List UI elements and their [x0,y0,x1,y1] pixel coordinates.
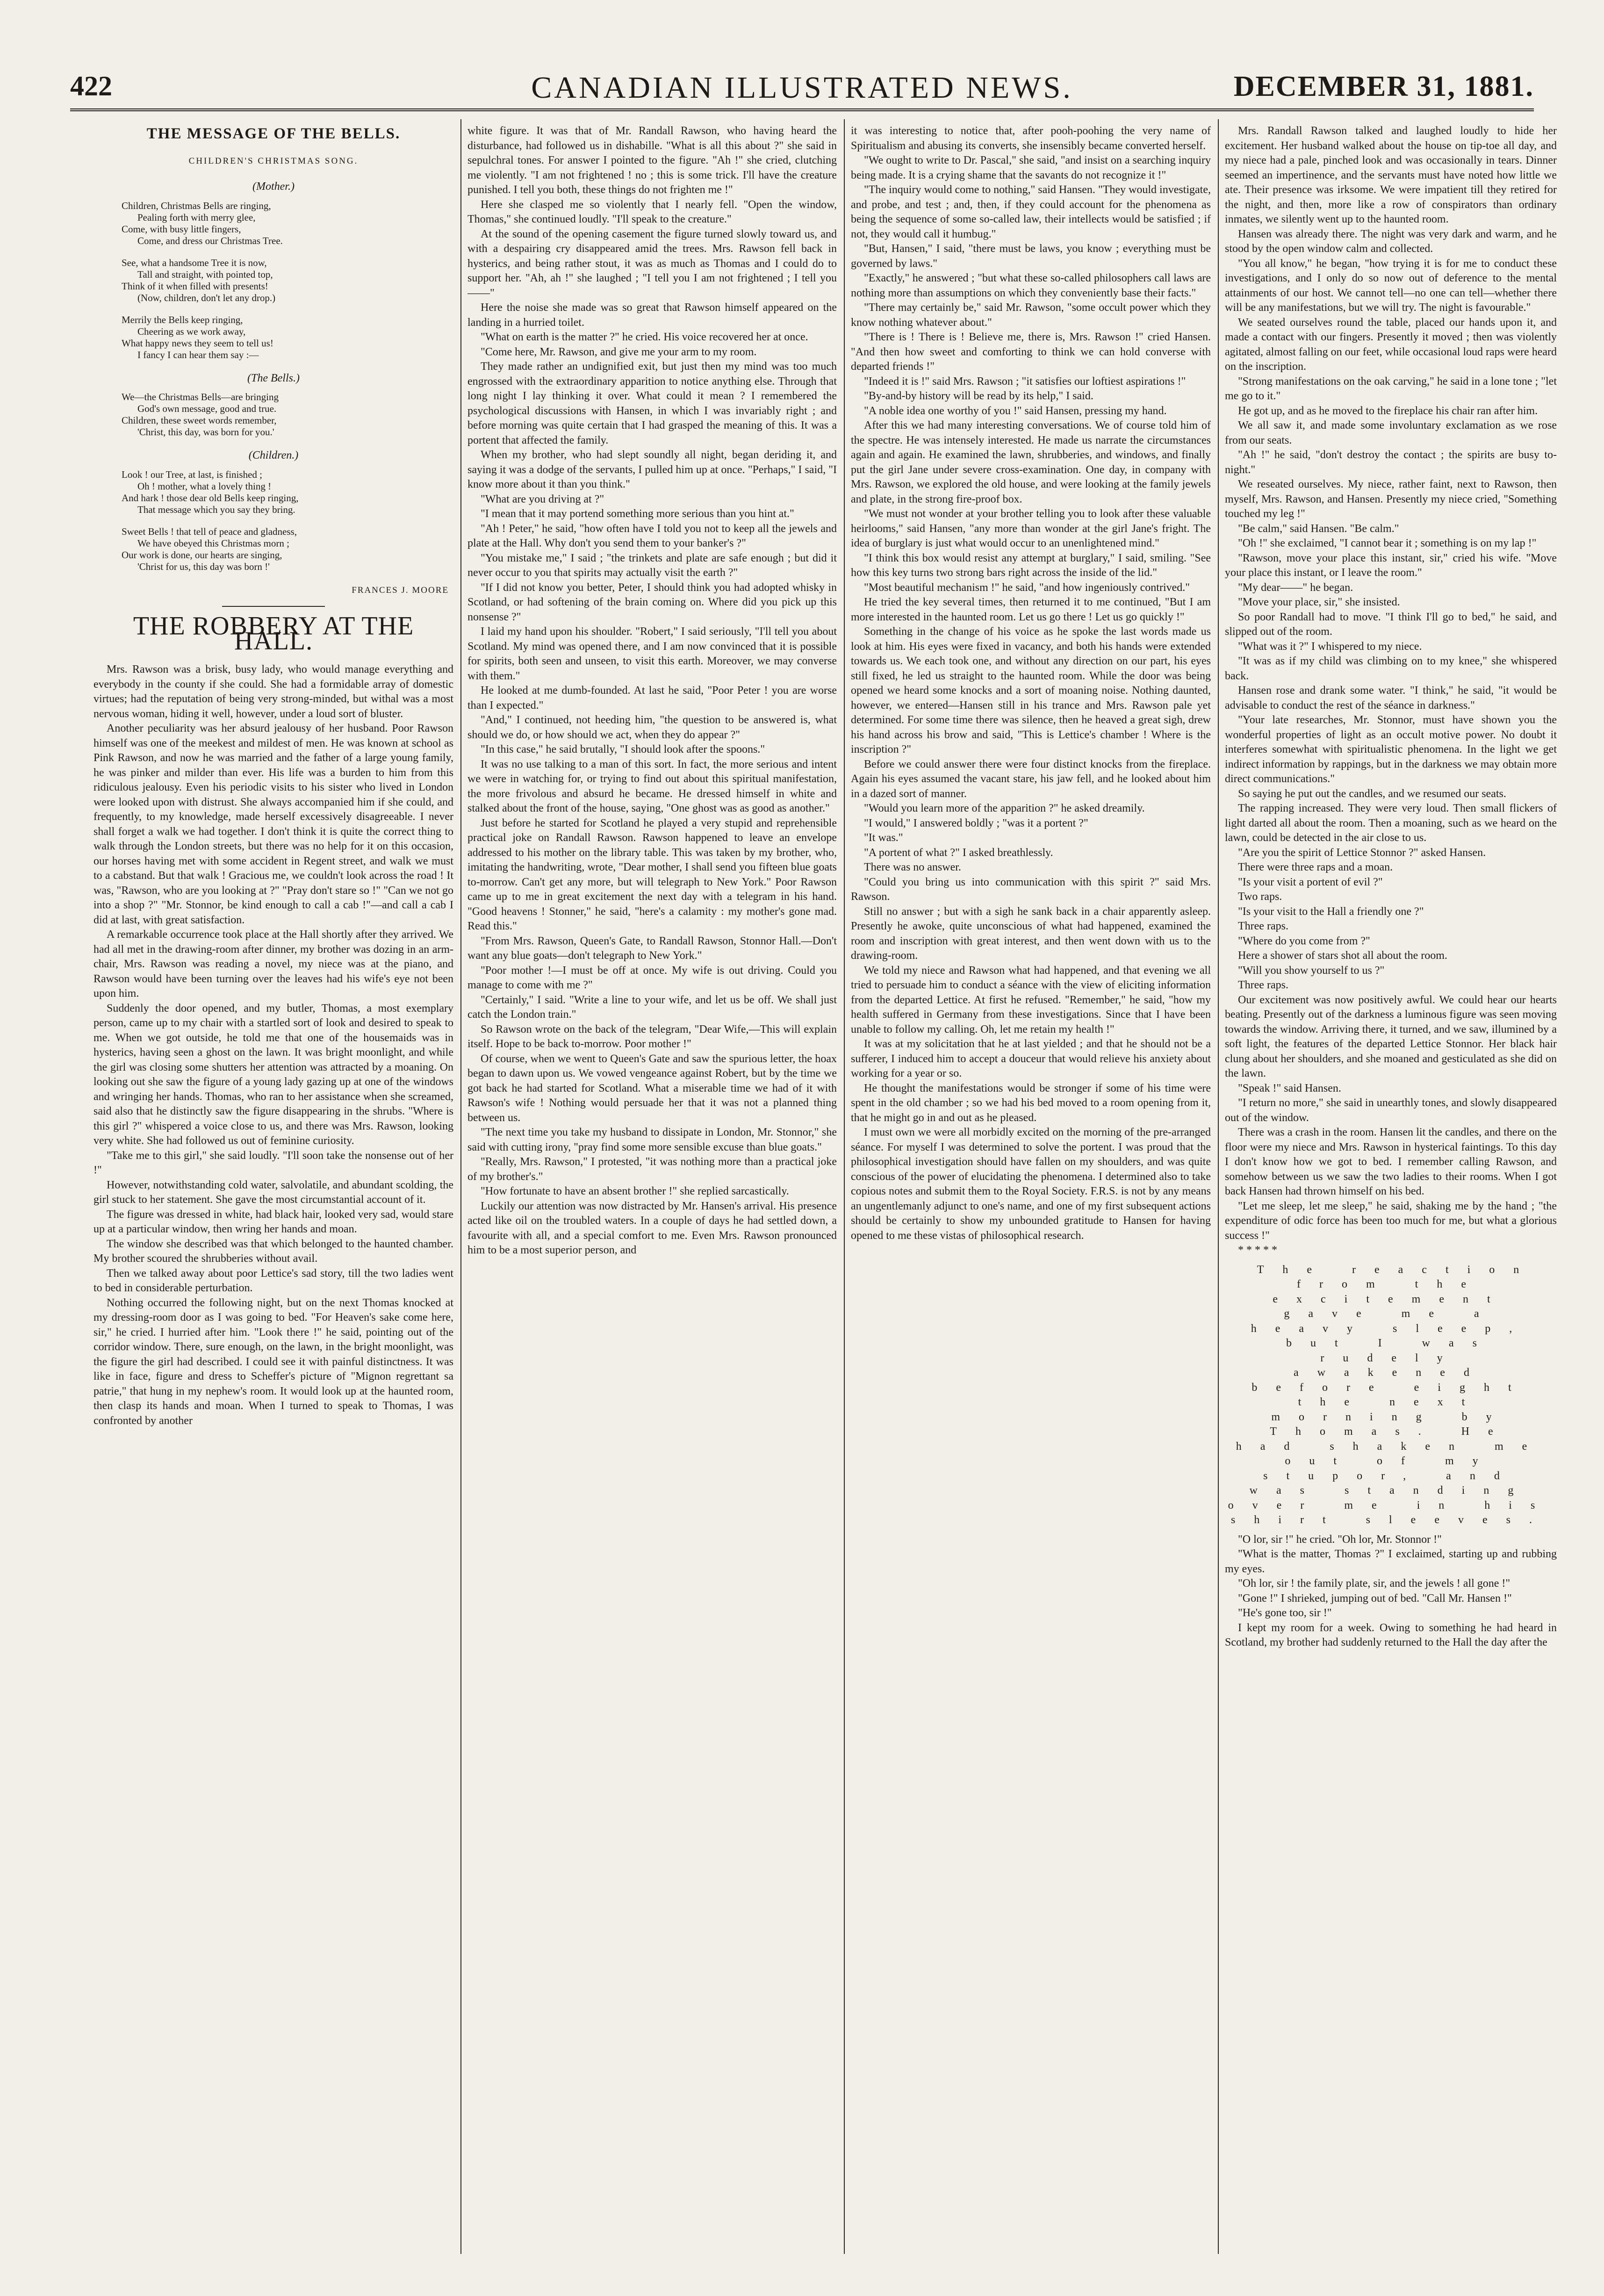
story-paragraph: "There may certainly be," said Mr. Rawson, "some occult power which they know nothing whatever about." [851,302,1211,329]
story-paragraph: "Oh !" she exclaimed, "I cannot bear it ; something is on my lap !" [1238,537,1537,549]
story-paragraph: "What on earth is the matter ?" he cried. His voice recovered her at once. [481,331,808,343]
poem-line: See, what a handsome Tree it is now, [122,257,267,268]
story-paragraph: * * * * * [1238,1244,1277,1256]
story-paragraph: The window she described was that which belonged to the haunted chamber. My brother scoured the shrubberies without avail. [94,1238,453,1265]
section-break-stars: The reaction from the excitement gave me a heavy sleep, but I was rudely awakened before eight the next morning by Thomas. He had shaken me out of my stupor, and was standing over me in his shirt sleeves. [1228,1263,1554,1526]
story-paragraph: "What is the matter, Thomas ?" I exclaimed, starting up and rubbing my eyes. [1225,1548,1557,1575]
poem-line: Our work is done, our hearts are singing, [122,549,282,561]
poem-stanza [122,391,453,438]
story-paragraph: "Will you show yourself to us ?" [1238,964,1385,977]
story-paragraph: "A noble idea one worthy of you !" said Hansen, pressing my hand. [864,404,1167,417]
story-paragraph: Still no answer ; but with a sigh he sank back in a chair apparently asleep. Presently he awoke, quite unconscious of what had happened, examined the room and inscription with great interest, and then went down with us to the drawing-room. [851,905,1211,962]
story-paragraph: "Poor mother !—I must be off at once. My wife is out driving. Could you manage to come with me ?" [468,964,837,991]
story-paragraph: Before we could answer there were four distinct knocks from the fireplace. Again his eyes assumed the vacant stare, his jaw fell, and he looked about him in a dazed sort of manner. [851,758,1211,800]
story-paragraph: However, notwithstanding cold water, salvolatile, and abundant scolding, the girl stuck to her statement. She gave the most circumstantial account of it. [94,1179,453,1206]
story-paragraph: "Oh lor, sir ! the family plate, sir, and the jewels ! all gone !" [1238,1577,1510,1590]
poem-stanza [122,469,453,516]
story-paragraph: it was interesting to notice that, after pooh-poohing the very name of Spiritualism and abusing its converts, she insensibly became converted herself. [851,125,1211,152]
story-paragraph: There was no answer. [864,861,961,873]
story-paragraph: "Come here, Mr. Rawson, and give me your arm to my room. [481,345,757,358]
story-paragraph: "Strong manifestations on the oak carving," he said in a lone tone ; "let me go to it." [1225,375,1557,402]
story-paragraph: It was no use talking to a man of this sort. In fact, the more serious and intent we were in watching for, or trying to find out about this spiritual manifestation, the more frivolous and absurd he became. He dressed himself in white and stalked about the front of the house, saying, "One ghost was as good as another." [468,758,837,814]
story-paragraph: I kept my room for a week. Owing to something he had heard in Scotland, my brother had suddenly returned to the Hall the day after the [1225,1621,1557,1648]
story-paragraph: "I would," I answered boldly ; "was it a portent ?" [864,817,1088,829]
story-paragraph: "You mistake me," I said ; "the trinkets and plate are safe enough ; but did it never occur to you that spirits may actually visit the earth ?" [468,552,837,579]
story-paragraph: We seated ourselves round the table, placed our hands upon it, and made a contact with our fingers. Presently it moved ; then was violently agitated, almost falling on our feet, while occasional loud raps were heard on the inscription. [1225,316,1557,373]
poem-line: Pealing forth with merry glee, [137,211,256,223]
story-paragraph: "My dear——" he began. [1238,581,1353,594]
story-paragraph: "Ah !" he said, "don't destroy the contact ; the spirits are busy to-night." [1225,449,1557,476]
story-paragraph: He thought the manifestations would be stronger if some of his time were spent in the old chamber ; so we had his bed moved to a room opening from it, that he might go in and out as he pleased. [851,1082,1211,1124]
story-paragraph: "You all know," he began, "how trying it is for me to conduct these investigations, and I only do so now out of deference to the mental attainments of our host. We cannot tell—no one can tell—whether there will be any manifestations, but we will try. The night is favourable." [1225,257,1557,314]
story-paragraph: So Rawson wrote on the back of the telegram, "Dear Wife,—This will explain itself. Hope to be back to-morrow. Poor mother !" [468,1023,837,1050]
column-3 [851,124,1211,2254]
story-paragraph: So saying he put out the candles, and we resumed our seats. [1238,787,1506,800]
story-paragraph: "We must not wonder at your brother telling you to look after these valuable heirlooms," said Hansen, "any more than wonder at the girl Jane's fright. The idea of burglary is just what would occur to an unenlightened mind." [851,508,1211,549]
column-4 [1225,124,1557,2254]
story-paragraph: "There is ! There is ! Believe me, there is, Mrs. Rawson !" cried Hansen. "And then how sweet and comforting to think we can hold converse with departed friends !" [851,331,1211,373]
story-paragraph: Then we talked away about poor Lettice's sad story, till the two ladies went to bed in considerable perturbation. [94,1267,453,1294]
story-paragraph: He looked at me dumb-founded. At last he said, "Poor Peter ! you are worse than I expected." [468,684,837,712]
story-paragraph: "Gone !" I shrieked, jumping out of bed. "Call Mr. Hansen !" [1238,1592,1512,1605]
story-paragraph: "Certainly," I said. "Write a line to your wife, and let us be off. We shall just catch the London train." [468,993,837,1021]
page-number: 422 [70,71,112,101]
story-paragraph: "How fortunate to have an absent brother !" she replied sarcastically. [481,1185,789,1197]
story-paragraph: After this we had many interesting conversations. We of course told him of the spectre. He was intensely interested. He made us narrate the circumstances again and again. He examined the lawn, shrubberies, and windows, and finally put the girl Jane under severe cross-examination. One day, in company with Mrs. Rawson, we explored the old house, and were looking at the family jewels and plate, in the strong fire-proof box. [851,419,1211,505]
poem-line: Cheering as we work away, [137,325,246,337]
story-paragraph: "A portent of what ?" I asked breathlessly. [864,846,1053,859]
poem-stanza [122,200,453,247]
story-paragraph: "What are you driving at ?" [481,493,604,505]
column-1 [94,124,453,2254]
story-paragraph: Three raps. [1238,920,1288,932]
story-paragraph: "Ah ! Peter," he said, "how often have I told you not to keep all the jewels and plate at the Hall. Why don't you send them to your banker's ?" [468,522,837,549]
story-paragraph: "But, Hansen," I said, "there must be laws, you know ; everything must be governed by laws." [851,243,1211,270]
story-paragraph: Another peculiarity was her absurd jealousy of her husband. Poor Rawson himself was one of the meekest and mildest of men. He was known at school as Pink Rawson, and now he was married and the father of a large young family, he was pinker and milder than ever. His life was a burden to him from this ridiculous jealousy. Even his periodic visits to his sister who lived in London were looked upon with distrust. She always accompanied him if she could, and frequently, to my knowledge, made herself excessively disagreeable. I never shall forget a walk we had together. I don't think it is quite the correct thing to walk through the London streets, but there was no help for it on this occasion, our horses having met with some accident in Regent street, and walk we must to a cabstand. But that walk ! Gracious me, we couldn't look across the road ! It was, "Rawson, who are you looking at ?" "Pray don't stare so !" "Can we not go into a shop ?" "Mr. Stonnor, be kind enough to call a cab !"—and call a cab I did at last, with great satisfaction. [94,722,453,926]
issue-date: DECEMBER 31, 1881. [1233,71,1534,102]
poem-speaker: (The Bells.) [247,372,300,384]
story-paragraph: "It was." [864,832,903,844]
poem-line: We have obeyed this Christmas morn ; [137,537,289,549]
poem-subtitle: CHILDREN'S CHRISTMAS SONG. [188,156,359,166]
poem-line: Merrily the Bells keep ringing, [122,314,243,325]
story-paragraph: He tried the key several times, then returned it to me continued, "But I am more interested in the haunted room. Let us go there ! Let us go quickly !" [851,596,1211,623]
story-paragraph: Luckily our attention was now distracted by Mr. Hansen's arrival. His presence acted like oil on the troubled waters. In a couple of days he had settled down, a favourite with all, and a special comfort to me. Even Mrs. Rawson pronounced him to be a most superior person, and [468,1200,837,1256]
poem-line: Tall and straight, with pointed top, [137,268,273,280]
story-paragraph: "And," I continued, not heeding him, "the question to be answered is, what should we do, or how should we act, when they do appear ?" [468,714,837,741]
story-paragraph: "The next time you take my husband to dissipate in London, Mr. Stonnor," she said with cutting irony, "pray find some more sensible excuse than blue goats." [468,1126,837,1153]
poem-title: THE MESSAGE OF THE BELLS. [146,125,401,142]
poem-speaker: (Mother.) [252,180,295,193]
story-paragraph: "From Mrs. Rawson, Queen's Gate, to Randall Rawson, Stonnor Hall.—Don't want any blue goats—don't telegraph to New York." [468,935,837,962]
story-paragraph: "I think this box would resist any attempt at burglary," I said, smiling. "See how this key turns two strong bars right across the inside of the lid." [851,552,1211,579]
poem-line: Come, with busy little fingers, [122,223,241,235]
story-paragraph: Three raps. [1238,979,1288,991]
poem-line: 'Christ, this day, was born for you.' [137,426,274,438]
story-paragraph: Hansen was already there. The night was very dark and warm, and he stood by the open window calm and collected. [1225,228,1557,255]
story-paragraph: Our excitement was now positively awful. We could hear our hearts beating. Presently out of the darkness a luminous figure was seen moving towards the window. Arriving there, it turned, and we saw, illumined by a soft light, the features of the departed Lettice Stonnor. Her black hair clung about her shoulders, and she moaned and gesticulated as she did on the lawn. [1225,993,1557,1080]
story-paragraph: At the sound of the opening casement the figure turned slowly toward us, and with a despairing cry disappeared amid the trees. Mrs. Rawson fell back in hysterics, and being rather stout, it was as much as Thomas and I could do to support her. "Ah, ah !" she laughed ; "I tell you I am not frightened ; I tell you ——" [468,228,837,299]
story-paragraph: Here a shower of stars shot all about the room. [1238,950,1447,962]
story-paragraph: "Indeed it is !" said Mrs. Rawson ; "it satisfies our loftiest aspirations !" [864,375,1186,388]
story-paragraph: We told my niece and Rawson what had happened, and that evening we all tried to persuade him to conduct a séance with the view of eliciting information from the departed Lettice. At first he refused. "Remember," he said, "how my health suffered in Germany from these investigations. Since that I have been unable to follow my calling. Oh, let me retain my health !" [851,964,1211,1036]
story-paragraph: Just before he started for Scotland he played a very stupid and reprehensible practical joke on Randall Rawson. Rawson happened to leave an envelope addressed to his mother on the library table. This was taken by my brother, who, imitating the handwriting, wrote, "Dear mother, I shall send you fifteen blue goats to-morrow. Can't get any more, but will telegraph to New York." Poor Rawson came up to me in great excitement the next day with a telegram in his hand. "Good heavens ! Stonner," he said, "here's a calamity : my mother's gone mad. Read this." [468,817,837,932]
poem-line: Look ! our Tree, at last, is finished ; [122,468,262,480]
poem-line: Think of it when filled with presents! [122,280,268,292]
poem-line: Children, these sweet words remember, [122,415,277,426]
story-title: THE ROBBERY AT THE HALL. [133,612,414,655]
story-paragraph: There were three raps and a moan. [1238,861,1393,873]
poem-line: I fancy I can hear them say :— [137,349,259,360]
story-paragraph: The figure was dressed in white, had black hair, looked very sad, would stare up at a particular window, then wring her hands and moan. [94,1208,453,1235]
story-paragraph: "By-and-by history will be read by its help," I said. [864,390,1093,402]
poem-line: Children, Christmas Bells are ringing, [122,200,271,211]
story-paragraph: "I return no more," she said in unearthly tones, and slowly disappeared out of the window. [1225,1097,1557,1124]
story-paragraph: I must own we were all morbidly excited on the morning of the pre-arranged séance. For myself I was determined to solve the portent. I was proud that the philosophical investigation should have fallen on my shoulders, and was quite conscious of the power of elucidating the phenomena. I determined also to take copious notes and submit them to the Royal Society. F.R.S. is not by any means an ungentlemanly adjunct to one's name, and one of my first subsequent actions should be certainly to show my unbounded gratitude to Hansen for having opened to me these vistas of philosophical research. [851,1126,1211,1242]
column-rule [460,119,461,2254]
story-paragraph: white figure. It was that of Mr. Randall Rawson, who having heard the disturbance, had followed us in dishabille. "What is all this about ?" she said in sepulchral tones. For answer I pointed to the figure. "Ah !" she cried, clutching me violently. "I am not frightened ! no ; this is some trick. I'll have the creature punished. I tell you both, these things do not frighten me !" [468,125,837,196]
poem-line: And hark ! those dear old Bells keep ringing, [122,492,299,504]
story-paragraph: Of course, when we went to Queen's Gate and saw the spurious letter, the hoax began to dawn upon us. We vowed vengeance against Robert, but by the time we got back he had started for Scotland. What a miserable time we had of it with Rawson's wife ! Nothing would persuade her that it was not a planned thing between us. [468,1052,837,1124]
story-paragraph: "Could you bring us into communication with this spirit ?" said Mrs. Rawson. [851,876,1211,903]
story-paragraph: "Is your visit a portent of evil ?" [1238,876,1383,888]
story-paragraph: He got up, and as he moved to the fireplace his chair ran after him. [1238,404,1538,417]
poem-line: (Now, children, don't let any drop.) [137,292,276,303]
story-paragraph: "Move your place, sir," she insisted. [1238,596,1400,608]
story-paragraph: "It was as if my child was climbing on to my knee," she whispered back. [1225,655,1557,682]
column-rule [844,119,845,2254]
story-paragraph: "Rawson, move your place this instant, sir," cried his wife. "Move your place this instant, or I leave the room." [1225,552,1557,579]
story-paragraph: They made rather an undignified exit, but just then my mind was too much engrossed with the extraordinary apparition to notice anything else. Through that long night I lay thinking it over. What could it mean ? I remembered the psychological discussions with Hansen, in which I was invariably right ; and before morning was quite certain that I had grasped the meaning of this. It was a portent that affected the family. [468,360,837,446]
story-paragraph: "O lor, sir !" he cried. "Oh lor, Mr. Stonnor !" [1238,1533,1442,1546]
header-rule [70,108,1534,111]
story-paragraph: Here she clasped me so violently that I nearly fell. "Open the window, Thomas," she continued loudly. "I'll speak to the creature." [468,198,837,225]
story-paragraph: "Where do you come from ?" [1238,935,1370,947]
story-paragraph: "In this case," he said brutally, "I should look after the spoons." [481,743,765,756]
story-paragraph: "Really, Mrs. Rawson," I protested, "it was nothing more than a practical joke of my brother's." [468,1156,837,1183]
story-paragraph: "Exactly," he answered ; "but what these so-called philosophers call laws are nothing more than assumptions on which they conveniently base their facts." [851,272,1211,299]
poem-line: 'Christ for us, this day was born !' [137,561,270,572]
story-paragraph: "If I did not know you better, Peter, I should think you had adopted whisky in Scotland, or had softening of the brain coming on. Where did you pick up this nonsense ?" [468,581,837,623]
publication-title: CANADIAN ILLUSTRATED NEWS. [531,71,1073,105]
story-paragraph: "I mean that it may portend something more serious than you hint at." [481,508,794,520]
poem-line: What happy news they seem to tell us! [122,337,273,349]
story-paragraph: "What was it ?" I whispered to my niece. [1238,640,1422,653]
poem-stanza [122,314,453,361]
story-paragraph: "Your late researches, Mr. Stonnor, must have shown you the wonderful properties of light as an occult motive power. No doubt it interferes somewhat with spiritualistic phenomena. In the light we get indirect information by rappings, but in the darkness we may obtain more direct communications." [1225,714,1557,785]
story-paragraph: Nothing occurred the following night, but on the next Thomas knocked at my dressing-room door as I was going to bed. "For Heaven's sake come here, sir," he cried. I hurried after him. "Look there !" he said, pointing out of the corridor window. There, sure enough, on the lawn, in the bright moonlight, was the figure the girl had described. I could see it with painful distinctness. It was like in face, figure and dress to Scheffer's picture of "Mignon regrettant sa patrie," that hung in my nephew's room. It would look up at the haunted room, then clasp its hands and moan. When I turned to speak to Thomas, I was confronted by another [94,1296,453,1427]
story-paragraph: There was a crash in the room. Hansen lit the candles, and there on the floor were my niece and Mrs. Rawson in hysterical faintings. To this day I don't know how we got to bed. I remember calling Rawson, and somehow between us we saw the two ladies to their rooms. When I got back Hansen had thrown himself on his bed. [1225,1126,1557,1197]
story-paragraph: "Most beautiful mechanism !" he said, "and how ingeniously contrived." [864,581,1190,594]
poem-line: God's own message, good and true. [137,403,277,414]
story-paragraph: So poor Randall had to move. "I think I'll go to bed," he said, and slipped out of the room. [1225,611,1557,638]
poem-speaker: (Children.) [248,449,299,461]
story-paragraph: "Be calm," said Hansen. "Be calm." [1238,522,1399,535]
page-header [70,70,1534,108]
story-paragraph: It was at my solicitation that he at last yielded ; and that he should not be a sufferer, I induced him to accept a douceur that would relieve his anxiety about working for a year or so. [851,1038,1211,1080]
story-paragraph: Hansen rose and drank some water. "I think," he said, "it would be advisable to conduct the rest of the séance in darkness." [1225,684,1557,712]
column-rule [1218,119,1219,2254]
story-paragraph: Here the noise she made was so great that Rawson himself appeared on the landing in a hurried toilet. [468,302,837,329]
poem-line: That message which you say they bring. [137,504,295,515]
poem-line: Oh ! mother, what a lovely thing ! [137,480,272,492]
story-paragraph: A remarkable occurrence took place at the Hall shortly after they arrived. We had all met in the drawing-room after dinner, my brother was dozing in an arm-chair, Mrs. Rawson was reading a novel, my niece was at the piano, and Rawson would have been turning over the leaves had his wife's eye not been upon him. [94,928,453,1000]
column-2 [468,124,837,2254]
story-paragraph: "Are you the spirit of Lettice Stonnor ?" asked Hansen. [1238,846,1486,859]
poem-line: Come, and dress our Christmas Tree. [137,235,283,246]
story-paragraph: Suddenly the door opened, and my butler, Thomas, a most exemplary person, came up to my chair with a startled sort of look and desired to speak to me. When we got outside, he told me that one of the housemaids was in hysterics, having seen a ghost on the lawn. It was bright moonlight, and while the girl was closing some shutters her attention was attracted by a moaning. On looking out she saw the figure of a young lady gazing up at one of the windows and wringing her hands. Thomas, who ran to her assistance when she screamed, said also that he distinctly saw the figure disappearing in the shrubs. "Where is this girl ?" whispered a voice close to us, and there was Mrs. Rawson, looking very white. She had followed us out of feminine curiosity. [94,1002,453,1147]
poem-line: We—the Christmas Bells—are bringing [122,391,279,403]
story-paragraph: Mrs. Rawson was a brisk, busy lady, who would manage everything and everybody in the county if she could. She had a formidable array of domestic virtues; had the reputation of being very strong-minded, but withal was a most nervous woman, hiding it well, however, under a loud sort of bluster. [94,663,453,720]
story-paragraph: When my brother, who had slept soundly all night, began deriding it, and saying it was a dodge of the servants, I pulled him up at once. "Perhaps," I said, "I know more about it than you think." [468,449,837,490]
story-paragraph: Something in the change of his voice as he spoke the last words made us look at him. His eyes were fixed in vacancy, and both his hands were extended towards us. We each took one, and without any direction on our part, his eyes still fixed, he led us straight to the haunted room. While the door was being opened we heard some knocks and a sort of moaning noise. Nothing daunted, however, we entered—Hansen still in his trance and Mrs. Rawson pale yet determined. For some time there was silence, then he heaved a great sigh, drew his hand across his brow and said, "This is Lettice's chamber ! Where is the inscription ?" [851,626,1211,756]
story-paragraph: Two raps. [1238,891,1282,903]
story-column-text [94,662,453,1428]
story-paragraph: "Take me to this girl," she said loudly. "I'll soon take the nonsense out of her !" [94,1149,453,1176]
story-paragraph: We reseated ourselves. My niece, rather faint, next to Rawson, then myself, Mrs. Rawson, and Hansen. Presently my niece cried, "Something touched my leg !" [1225,478,1557,520]
story-paragraph: Mrs. Randall Rawson talked and laughed loudly to hide her excitement. Her husband walked about the house on tip-toe all day, and my niece had a pale, pinched look and was occasionally in tears. Dinner seemed an impertinence, and the servants must have noted how little we ate. Their presence was irksome. We were impatient till they retired for the night, and then, more like a row of conspirators than ordinary inmates, we silently went up to the haunted room. [1225,125,1557,225]
story-paragraph: We all saw it, and made some involuntary exclamation as we rose from our seats. [1225,419,1557,446]
story-paragraph: "Would you learn more of the apparition ?" he asked dreamily. [864,802,1145,814]
story-paragraph: "Let me sleep, let me sleep," he said, shaking me by the hand ; "the expenditure of odic force has been too much for me, but what a glorious success !" [1225,1200,1557,1242]
story-paragraph: I laid my hand upon his shoulder. "Robert," I said seriously, "I'll tell you about Scotland. My mind was opened there, and I am now convinced that it is possible for spirits, both seen and unseen, to visit this earth. Moreover, we may converse with them." [468,626,837,682]
section-divider [222,606,325,607]
poem-stanza [122,257,453,304]
poem-stanza [122,526,453,573]
story-paragraph: "The inquiry would come to nothing," said Hansen. "They would investigate, and probe, and test ; and, then, if they could account for the phenomena as being the sequence of some so-called law, their intellects would be satisfied ; if not, they would call it humbug." [851,184,1211,240]
story-paragraph: "He's gone too, sir !" [1238,1607,1332,1619]
story-paragraph: "Speak !" said Hansen. [1238,1082,1341,1094]
poem-line: Sweet Bells ! that tell of peace and gladness, [122,525,297,537]
story-paragraph: "We ought to write to Dr. Pascal," she said, "and insist on a searching inquiry being made. It is a crying shame that the savants do not recognize it !" [851,154,1211,181]
story-paragraph: The rapping increased. They were very loud. Then small flickers of light darted all about the room. Then a moaning, such as we heard on the lawn, could be detected in the air close to us. [1225,802,1557,844]
story-paragraph: "Is your visit to the Hall a friendly one ?" [1238,905,1424,918]
poem-author: FRANCES J. MOORE [352,585,449,595]
